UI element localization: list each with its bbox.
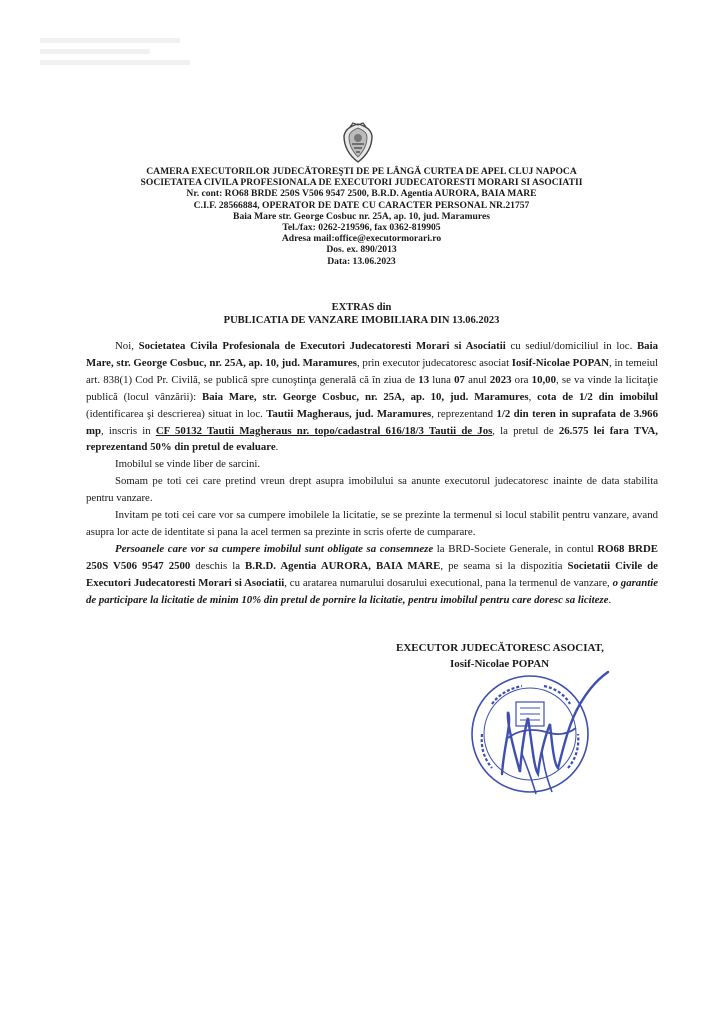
- faded-scan-marks: [40, 38, 200, 68]
- coat-of-arms-icon: [340, 122, 376, 164]
- letterhead-company: SOCIETATEA CIVILA PROFESIONALA DE EXECUTORI JUDECATORESTI MORARI SI ASOCIATII: [140, 177, 583, 189]
- signatory-role: EXECUTOR JUDECĂTORESC ASOCIAT,: [396, 642, 604, 654]
- title-line-1: EXTRAS din: [331, 302, 392, 313]
- letterhead-file-number: Dos. ex. 890/2013: [326, 244, 397, 256]
- letterhead-address: Baia Mare str. George Cosbuc nr. 25A, ap. 10, jud. Maramures: [233, 210, 490, 222]
- document-body: [86, 338, 658, 609]
- letterhead-date: Data: 13.06.2023: [327, 255, 396, 267]
- paragraph-guarantee: Persoanele care vor sa cumpere imobilul sunt obligate sa consemneze la BRD-Societe Generale, in contul RO68 BRDE 250S V506 9547 2500 deschis la B.R.D. Agentia AURORA, BAIA MARE, pe seama si la dispozitia Societatii Civile de Executori Judecatoresti Morari si Asociatii, cu aratarea numarului dosarului executional, pana la termenul de vanzare, o garantie de participare la licitatie de minim 10% din pretul de pornire la licitatie, pentru imobilul pentru care doresc sa liciteze.: [86, 542, 658, 606]
- letterhead-cif: C.I.F. 28566884, OPERATOR DE DATE CU CARACTER PERSONAL NR.21757: [193, 199, 530, 211]
- document-title: [80, 302, 643, 327]
- title-line-2: PUBLICATIA DE VANZARE IMOBILIARA DIN 13.06.2023: [223, 314, 500, 326]
- letterhead-chamber: CAMERA EXECUTORILOR JUDECĂTOREŞTI DE PE LÂNGĂ CURTEA DE APEL CLUJ NAPOCA: [146, 166, 577, 177]
- letterhead-phone: Tel./fax: 0262-219596, fax 0362-819905: [282, 222, 441, 234]
- paragraph-summons: Somam pe toti cei care pretind vreun drept asupra imobilului sa anunte executorul judecatoresc inainte de data stabilita pentru vanzare.: [86, 475, 658, 505]
- official-stamp-and-signature: [462, 664, 622, 814]
- signatory-name: Iosif-Nicolae POPAN: [450, 658, 550, 670]
- letterhead-email: Adresa mail:office@executormorari.ro: [281, 233, 442, 245]
- paragraph-sale-announcement: Noi, Societatea Civila Profesionala de Executori Judecatoresti Morari si Asociatii cu sediul/domiciliul in loc. Baia Mare, str. George Cosbuc, nr. 25A, ap. 10, jud. Maramures, prin executor judecatoresc asociat Iosif-Nicolae POPAN, in temeiul art. 838(1) Cod Pr. Civilă, se publică spre cunoştinţa generală că în ziua de 13 luna 07 anul 2023 ora 10,00, se va vinde la licitaţie publică (locul vânzării): Baia Mare, str. George Cosbuc, nr. 25A, ap. 10, jud. Maramures, cota de 1/2 din imobilul (identificarea şi descrierea) situat in loc. Tautii Magheraus, jud. Maramures, reprezentand 1/2 din teren in suprafata de 3.966 mp, inscris in CF 50132 Tautii Magheraus nr. topo/cadastral 616/18/3 Tautii de Jos, la pretul de 26.575 lei fara TVA, reprezentand 50% din pretul de evaluare.: [86, 340, 658, 454]
- letterhead: [80, 166, 643, 267]
- paragraph-no-encumbrances: Imobilul se vinde liber de sarcini.: [115, 458, 261, 471]
- paragraph-invitation: Invitam pe toti cei care vor sa cumpere imobilele la licitatie, se se prezinte la termenul si locul stabilit pentru vanzare, avand asupra lor acte de identitate si pana la acel termen sa prezinte in scris oferte de cumparare.: [86, 509, 658, 538]
- letterhead-account: Nr. cont: RO68 BRDE 250S V506 9547 2500, B.R.D. Agentia AURORA, BAIA MARE: [186, 188, 537, 200]
